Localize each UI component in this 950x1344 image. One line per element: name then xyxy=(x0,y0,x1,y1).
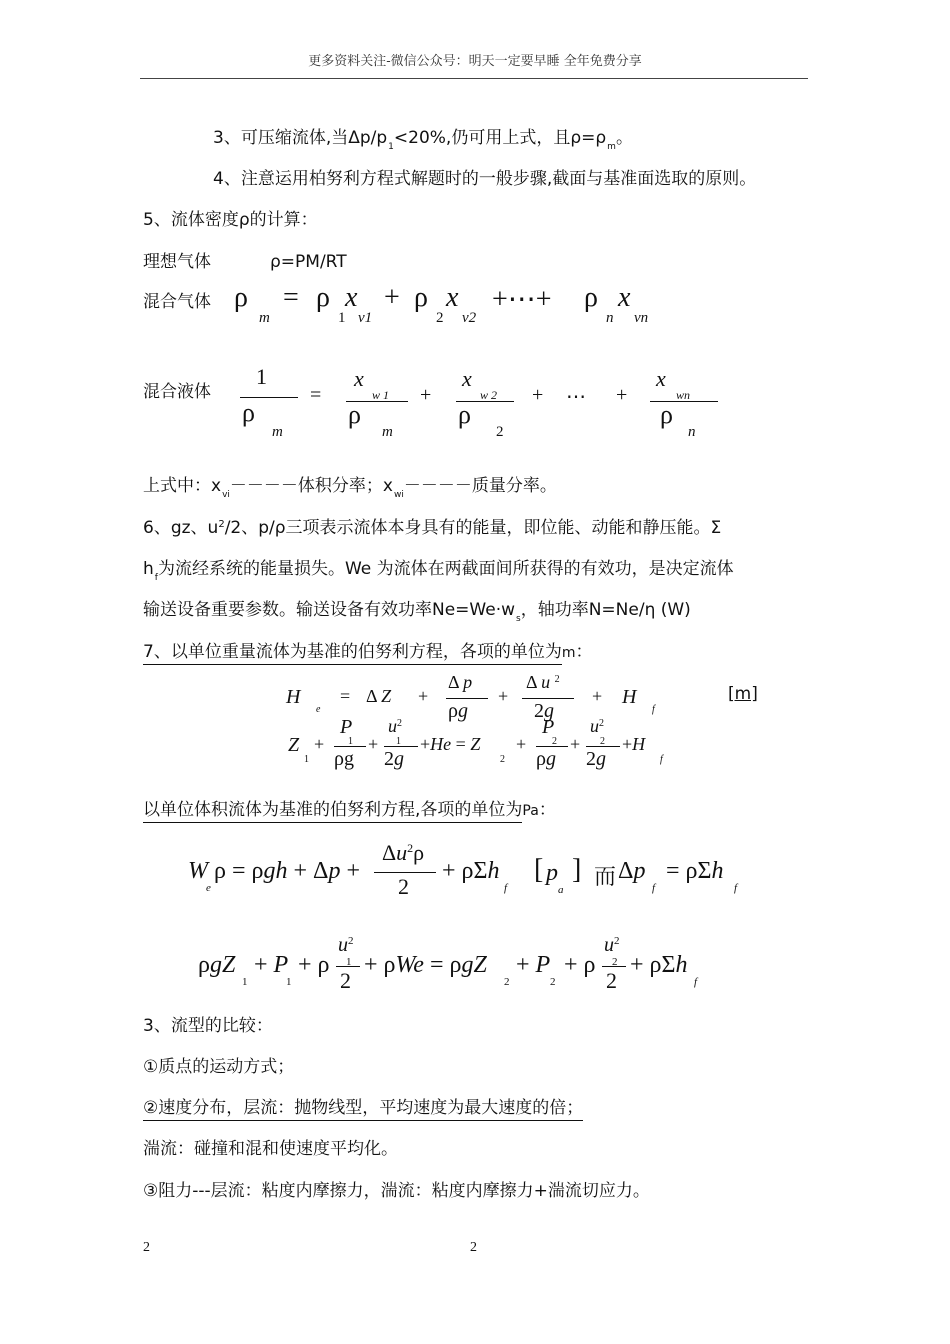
energy-paragraph-line3: 输送设备重要参数。输送设备有效功率$Ne=We\cdot w_s$，轴功率N=Ne/η (W) xyxy=(143,600,691,624)
bernoulli-volume-heading: 以单位体积流体为基准的伯努利方程,各项的单位为Pa： xyxy=(143,800,556,821)
mixed-gas-label: 混合气体 xyxy=(143,292,211,312)
footer-page-number-center: 2 xyxy=(470,1240,477,1255)
ideal-gas-formula: ρ=PM/RT xyxy=(270,252,347,272)
mixed-gas-formula: ρ m = ρ 1 x v1 + ρ 2 x v2 +⋯+ ρ n x vn xyxy=(234,282,649,326)
ideal-gas-label: 理想气体 xyxy=(143,252,211,272)
flow-item-2b: 湍流：碰撞和混和使速度平均化。 xyxy=(143,1139,398,1159)
footer-page-number-left: 2 xyxy=(143,1240,150,1255)
bernoulli-weight-heading: 7、以单位重量流体为基准的伯努利方程，各项的单位为m： xyxy=(143,642,592,663)
fraction-note: 上式中：$x_{vi}----$体积分率；$x_{wi}----$质量分率。 xyxy=(143,476,557,500)
head-equation: H e = Δ Z + Δ p ρg + Δ u $^2$ 2g + H f xyxy=(286,672,655,722)
unit-meter: [m] xyxy=(728,684,758,704)
bernoulli-pressure-equation: ρgZ 1 + P 1 + ρ $u^2$ 1 2 + ρWe = ρgZ 2 + P 2 + ρ $u^2$ 2 2 + ρΣh f xyxy=(198,934,698,993)
flow-item-3: ③阻力---层流：粘度内摩擦力，湍流：粘度内摩擦力+湍流切应力。 xyxy=(143,1181,650,1201)
paragraph-compressible: 3、可压缩流体,当$\Delta p/p_1<20\%$,仍可用上式，且$\rho=\rho_m$。 xyxy=(213,128,633,152)
bernoulli-head-equation: Z 1 + P 1 ρg + $u^2$ 1 2g +He = Z 2 + P 2 ρg + $u^2$ 2 2g +H f xyxy=(288,716,663,770)
page-header: 更多资料关注-微信公众号：明天一定要早睡 全年免费分享 xyxy=(308,54,642,69)
flow-item-1: ①质点的运动方式； xyxy=(143,1057,295,1077)
and-word: 而 xyxy=(594,864,617,889)
mixed-liquid-label: 混合液体 xyxy=(143,382,211,402)
energy-paragraph-line2: $h_f$为流经系统的能量损失。We 为流体在两截面间所获得的有效功，是决定流体 xyxy=(143,559,734,583)
flow-item-2: ②速度分布，层流：抛物线型，平均速度为最大速度的倍； xyxy=(143,1098,583,1118)
section-density: 5、流体密度ρ的计算： xyxy=(143,210,318,230)
paragraph-steps: 4、注意运用柏努利方程式解题时的一般步骤,截面与基准面选取的原则。 xyxy=(213,169,757,189)
energy-paragraph-line1: 6、gz、$u^2/2$、p/ρ三项表示流体本身具有的能量，即位能、动能和静压能。Σ xyxy=(143,518,722,538)
work-pressure-equation: W e ρ = ρgh + Δp + $\Delta u^2\rho$ 2 + ρΣh f [ p a ] 而 Δp f = ρΣh f xyxy=(188,840,738,899)
flow-comparison-title: 3、流型的比较： xyxy=(143,1016,273,1036)
mixed-liquid-formula: 1 ρ m = x w 1 ρ m + x w 2 ρ 2 + ⋯ + x wn ρ n xyxy=(236,364,726,444)
header-rule xyxy=(140,78,808,79)
